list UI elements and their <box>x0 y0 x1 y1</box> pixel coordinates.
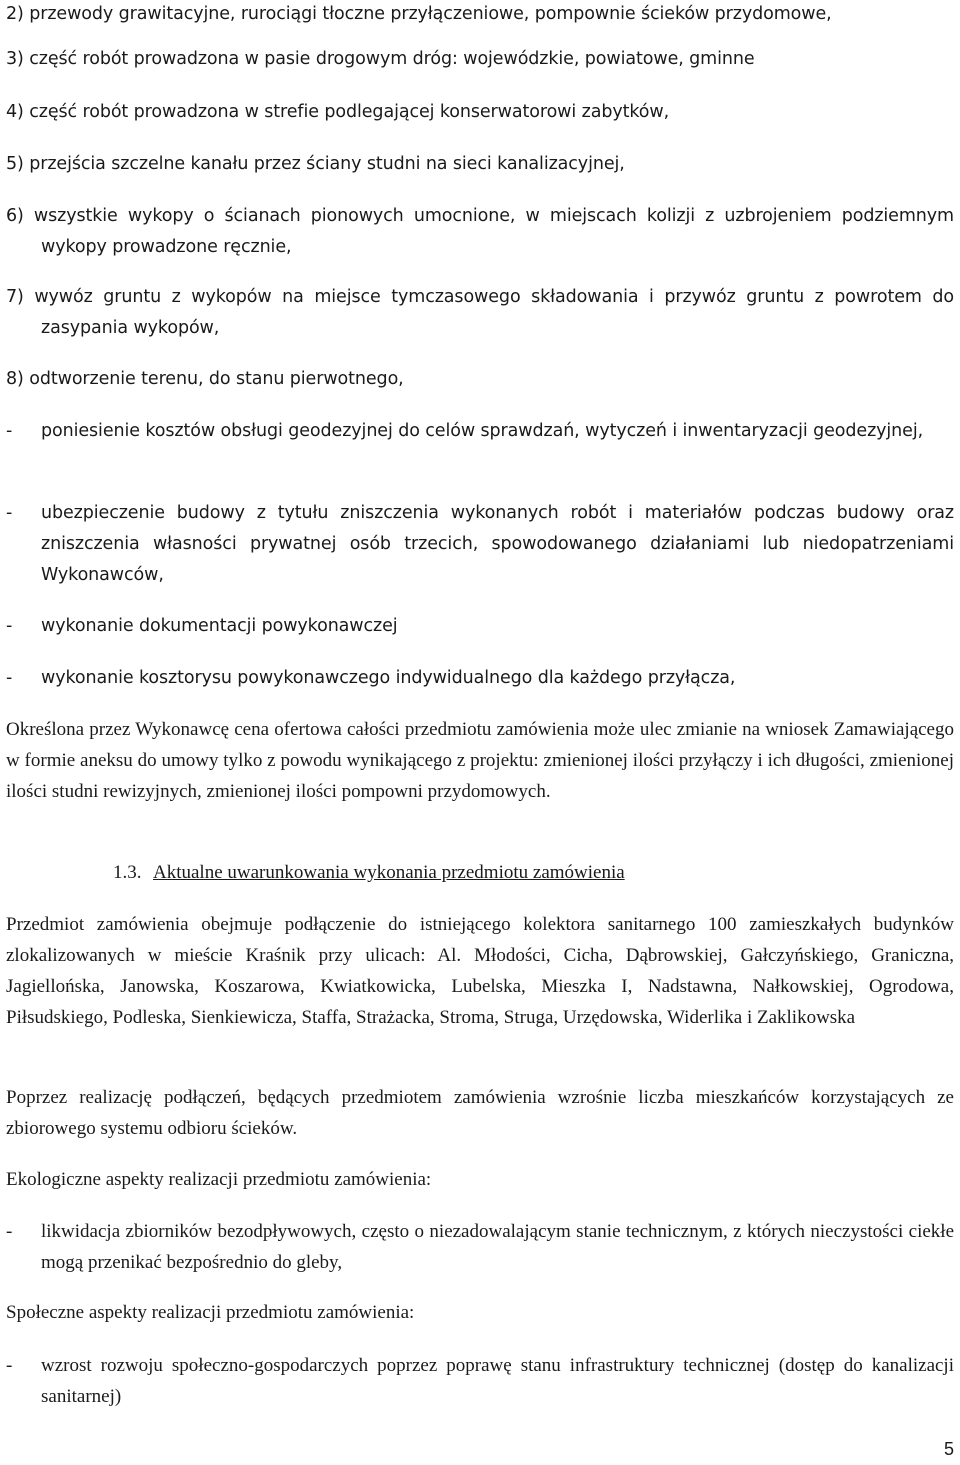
dash-marker: - <box>6 1355 13 1376</box>
list-item-8: 8) odtworzenie terenu, do stanu pierwotnego, <box>6 369 404 389</box>
list-item-6: 6) wszystkie wykopy o ścianach pionowych umocnione, w miejscach kolizji z uzbrojeniem podziemnym wykopy prowadzone ręcznie, <box>6 206 954 257</box>
paragraph-scope: Przedmiot zamówienia obejmuje podłączenie do istniejącego kolektora sanitarnego 100 zamieszkałych budynków zlokalizowanych w mieście Kraśnik przy ulicach: Al. Młodości, Cicha, Dąbrowskiej, Gałczyńskiego, Graniczna, Jagiellońska, Janowska, Koszarowa, Kwiatkowicka, Lubelska, Mieszka I, Nadstawna, Nałkowskiej, Ogrodowa, Piłsudskiego, Podleska, Sienkiewicza, Staffa, Strażacka, Stroma, Struga, Urzędowska, Widerlika i Zaklikowska <box>6 914 954 1028</box>
page-number: 5 <box>943 1439 954 1459</box>
paragraph-result: Poprzez realizację podłączeń, będących przedmiotem zamówienia wzrośnie liczba mieszkańców korzystających ze zbiorowego systemu odbioru ścieków. <box>6 1087 954 1139</box>
social-heading: Społeczne aspekty realizacji przedmiotu zamówienia: <box>6 1302 415 1323</box>
bullet-text: wzrost rozwoju społeczno-gospodarczych poprzez poprawę stanu infrastruktury technicznej (dostęp do kanalizacji sanitarnej) <box>41 1355 954 1407</box>
dash-marker: - <box>6 1221 13 1242</box>
section-number: 1.3. <box>113 862 142 883</box>
list-item-3: 3) część robót prowadzona w pasie drogowym dróg: wojewódzkie, powiatowe, gminne <box>6 49 755 69</box>
section-heading <box>113 857 625 888</box>
eco-heading: Ekologiczne aspekty realizacji przedmiotu zamówienia: <box>6 1169 432 1190</box>
bullet-text: poniesienie kosztów obsługi geodezyjnej do celów sprawdzań, wytyczeń i inwentaryzacji geodezyjnej, <box>41 421 924 441</box>
list-item-2: 2) przewody grawitacyjne, rurociągi tłoczne przyłączeniowe, pompownie ścieków przydomowe, <box>6 4 832 24</box>
bullet-cost-estimate <box>6 663 954 694</box>
paragraph-price-change: Określona przez Wykonawcę cena ofertowa całości przedmiotu zamówienia może ulec zmianie na wniosek Zamawiającego w formie aneksu do umowy tylko z powodu wynikającego z projektu: zmienionej ilości przyłączy i ich długości, zmienionej ilości studni rewizyjnych, zmienionej ilości pompowni przydomowych. <box>6 719 954 802</box>
bullet-text: ubezpieczenie budowy z tytułu zniszczenia wykonanych robót i materiałów podczas budowy oraz zniszczenia własności prywatnej osób trzecich, spowodowanego działaniami lub niedopatrzeniami Wykonawców, <box>41 503 954 585</box>
list-item-4: 4) część robót prowadzona w strefie podlegającej konserwatorowi zabytków, <box>6 102 670 122</box>
bullet-text: likwidacja zbiorników bezodpływowych, często o niezadowalającym stanie technicznym, z których nieczystości ciekłe mogą przenikać bezpośrednio do gleby, <box>41 1221 954 1273</box>
bullet-documentation <box>6 611 954 642</box>
dash-marker: - <box>6 421 13 441</box>
dash-marker: - <box>6 503 13 523</box>
bullet-insurance <box>6 498 954 591</box>
bullet-text: wykonanie dokumentacji powykonawczej <box>41 616 398 636</box>
section-title: Aktualne uwarunkowania wykonania przedmiotu zamówienia <box>153 862 625 883</box>
bullet-text: wykonanie kosztorysu powykonawczego indywidualnego dla każdego przyłącza, <box>41 668 736 688</box>
dash-marker: - <box>6 616 13 636</box>
list-item-7: 7) wywóz gruntu z wykopów na miejsce tymczasowego składowania i przywóz gruntu z powrotem do zasypania wykopów, <box>6 287 954 338</box>
dash-marker: - <box>6 668 13 688</box>
bullet-social <box>6 1350 954 1412</box>
list-item-5: 5) przejścia szczelne kanału przez ściany studni na sieci kanalizacyjnej, <box>6 154 625 174</box>
bullet-geodesy <box>6 416 954 447</box>
bullet-eco <box>6 1216 954 1278</box>
